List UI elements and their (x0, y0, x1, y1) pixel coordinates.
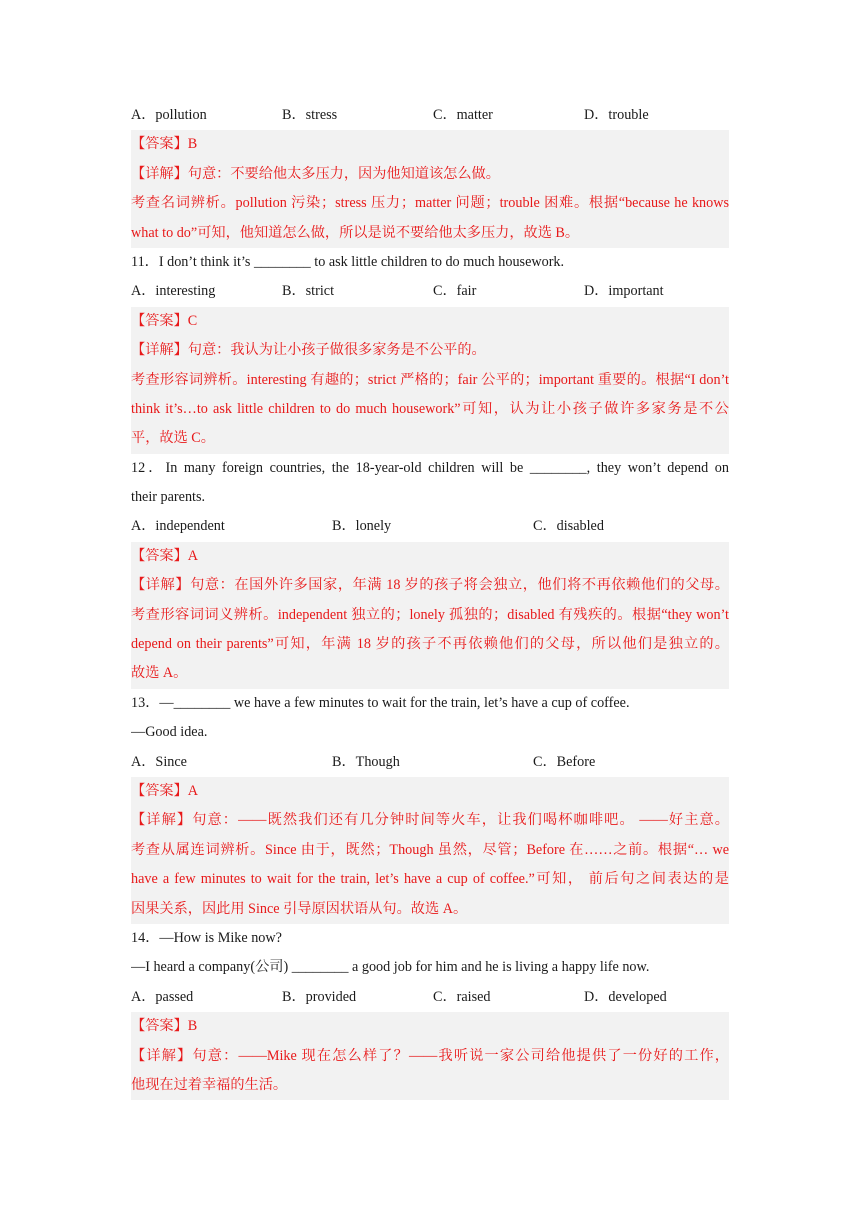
q11-option-b: B．strict (282, 283, 335, 300)
q12-option-c: C．disabled (533, 518, 604, 535)
q11-option-d: D．important (584, 283, 664, 300)
q12-detail-line-1: 【详解】句意：在国外许多国家，年满 18 岁的孩子将会独立，他们将不再依赖他们的父母。 (131, 577, 729, 594)
q10-option-d: D．trouble (584, 107, 649, 123)
q12-stem-line-1: 12．In many foreign countries, the 18-year-old children will be ________, they won’t depend on (131, 459, 729, 476)
q12-option-b: B．lonely (332, 518, 392, 535)
q12-detail-line-3: depend on their parents”可知，年满 18 岁的孩子不再依赖他们的父母，所以他们是独立的。 (131, 636, 729, 653)
q12-answer: 【答案】A (131, 547, 198, 564)
q12-option-a: A．independent (131, 518, 225, 535)
q10-option-b: B．stress (282, 107, 338, 123)
q14-answer: 【答案】B (131, 1018, 198, 1035)
q11-answer: 【答案】C (131, 312, 198, 329)
q13-detail-line-3: have a few minutes to wait for the train, let’s have a cup of coffee.”可知， 前后句之间表达的是 (131, 871, 729, 888)
q13-answer-block (131, 777, 729, 924)
q10-detail-line-1: 【详解】句意：不要给他太多压力，因为他知道该怎么做。 (131, 165, 500, 182)
q11-stem: 11．I don’t think it’s ________ to ask little children to do much housework. (131, 253, 565, 270)
q10-option-c: C．matter (433, 107, 493, 123)
q14-detail-line-2: 他现在过着幸福的生活。 (131, 1076, 288, 1093)
q11-answer-block (131, 307, 729, 454)
q10-detail-line-2: 考查名词辨析。pollution 污染；stress 压力；matter 问题；trouble 困难。根据“because he knows (131, 195, 729, 212)
q13-options (131, 748, 729, 777)
q14-option-a: A．passed (131, 988, 194, 1005)
q13-stem-line-2: —Good idea. (131, 724, 208, 741)
q14-detail-line-1: 【详解】句意：——Mike 现在怎么样了？——我听说一家公司给他提供了一份好的工作， (131, 1047, 729, 1064)
q13-detail-line-1: 【详解】句意：——既然我们还有几分钟时间等火车，让我们喝杯咖啡吧。 ——好主意。 (131, 812, 729, 829)
q10-detail-line-3: what to do”可知，他知道怎么做，所以是说不要给他太多压力，故选 B。 (131, 224, 580, 241)
q10-answer-block (131, 130, 729, 248)
q12-answer-block (131, 542, 729, 689)
q11-option-a: A．interesting (131, 283, 216, 300)
q14-option-b: B．provided (282, 988, 357, 1005)
q14-stem-line-1: 14．—How is Mike now? (131, 929, 282, 946)
q14-answer-block (131, 1012, 729, 1100)
q11-options (131, 277, 729, 306)
q12-detail-line-4: 故选 A。 (131, 665, 188, 682)
q11-option-c: C．fair (433, 283, 477, 300)
q10-answer: 【答案】B (131, 136, 198, 153)
q11-detail-line-3: think it’s…to ask little children to do much housework”可知，认为让小孩子做许多家务是不公 (131, 400, 729, 417)
q14-stem-line-2: —I heard a company(公司) ________ a good job for him and he is living a happy life now. (131, 959, 650, 976)
q13-option-a: A．Since (131, 753, 187, 770)
q14-options (131, 983, 729, 1012)
q14-option-c: C．raised (433, 988, 491, 1005)
q14-option-d: D．developed (584, 988, 667, 1005)
q10-option-a: A．pollution (131, 107, 207, 123)
q11-detail-line-1: 【详解】句意：我认为让小孩子做很多家务是不公平的。 (131, 342, 486, 359)
q10-options (131, 101, 729, 130)
q13-option-b: B．Though (332, 753, 400, 770)
q13-answer: 【答案】A (131, 782, 198, 799)
q12-stem-line-2: their parents. (131, 489, 206, 506)
q13-detail-line-4: 因果关系，因此用 Since 引导原因状语从句。故选 A。 (131, 900, 468, 917)
q12-options (131, 512, 729, 541)
q12-detail-line-2: 考查形容词词义辨析。independent 独立的；lonely 孤独的；disabled 有残疾的。根据“they won’t (131, 606, 729, 623)
q11-detail-line-2: 考查形容词辨析。interesting 有趣的；strict 严格的；fair 公平的；important 重要的。根据“I don’t (131, 371, 729, 388)
q13-detail-line-2: 考查从属连词辨析。Since 由于，既然；Though 虽然，尽管；Before 在……之前。根据“… we (131, 841, 729, 858)
q13-option-c: C．Before (533, 753, 596, 770)
q13-stem-line-1: 13．—________ we have a few minutes to wait for the train, let’s have a cup of coffee. (131, 694, 630, 711)
q11-detail-line-4: 平，故选 C。 (131, 430, 215, 447)
document-content (131, 101, 729, 1100)
